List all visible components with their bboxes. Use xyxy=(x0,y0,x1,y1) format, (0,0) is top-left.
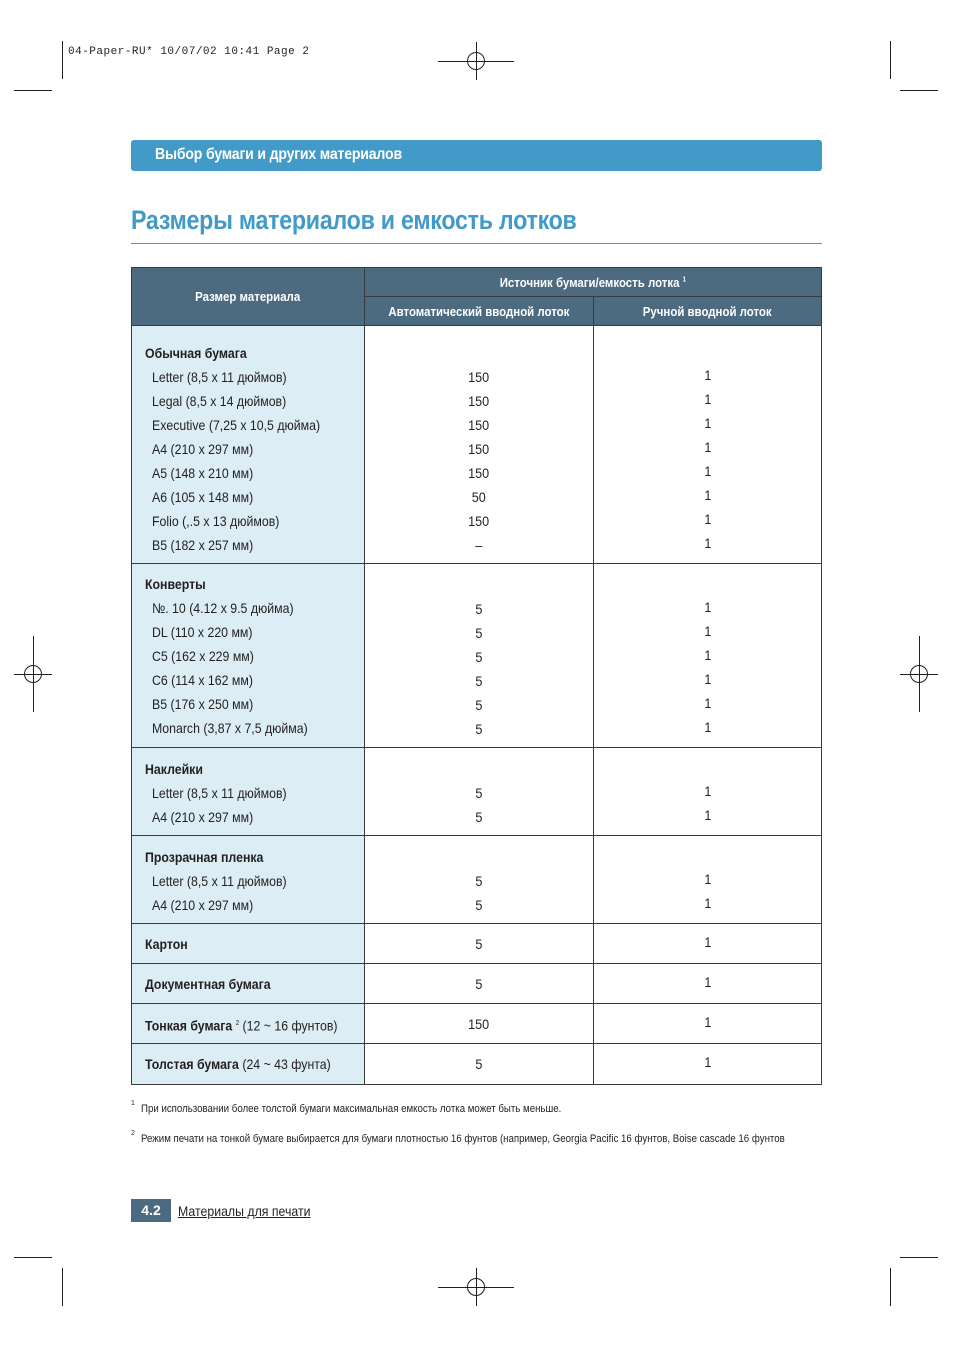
table-row xyxy=(132,564,822,748)
size-label: DL (110 x 220 мм) xyxy=(152,624,253,640)
size-label: A4 (210 x 297 мм) xyxy=(152,897,254,913)
auto-capacity: 5 xyxy=(475,649,483,665)
size-label: C6 (114 x 162 мм) xyxy=(152,672,253,688)
table-row xyxy=(132,924,822,964)
manual-capacity: 1 xyxy=(704,1054,712,1070)
manual-capacity: 1 xyxy=(704,934,712,950)
manual-capacity: 1 xyxy=(704,599,712,615)
group-title: Картон xyxy=(145,936,188,952)
auto-capacity: 5 xyxy=(475,809,483,825)
manual-capacity: 1 xyxy=(704,535,712,551)
manual-capacity: 1 xyxy=(704,367,712,383)
size-label: Letter (8,5 x 11 дюймов) xyxy=(152,873,287,889)
auto-capacity: 5 xyxy=(475,897,483,913)
table-row xyxy=(132,326,822,564)
auto-capacity: 5 xyxy=(475,673,483,689)
auto-capacity: 5 xyxy=(475,936,483,952)
manual-capacity: 1 xyxy=(704,439,712,455)
header-auto-tray: Автоматический вводной лоток xyxy=(364,297,594,326)
auto-capacity: 5 xyxy=(475,785,483,801)
auto-capacity: 5 xyxy=(475,1056,483,1072)
crop-mark xyxy=(900,1257,938,1258)
auto-capacity: 150 xyxy=(468,513,490,529)
table-row xyxy=(132,964,822,1004)
manual-capacity: 1 xyxy=(704,871,712,887)
header-manual-tray: Ручной вводной лоток xyxy=(594,297,822,326)
auto-capacity: 150 xyxy=(468,441,490,457)
size-label: A4 (210 x 297 мм) xyxy=(152,441,254,457)
size-label: C5 (162 x 229 мм) xyxy=(152,648,254,664)
section-header-text: Выбор бумаги и других материалов xyxy=(155,146,402,163)
manual-capacity: 1 xyxy=(704,647,712,663)
auto-capacity: – xyxy=(475,537,483,553)
header-paper-source: Источник бумаги/емкость лотка $^1$ xyxy=(364,268,821,297)
footer-section-name: Материалы для печати xyxy=(178,1203,311,1219)
header-material-size: Размер материала xyxy=(132,268,365,326)
manual-capacity: 1 xyxy=(704,391,712,407)
size-label: B5 (176 x 250 мм) xyxy=(152,696,254,712)
auto-capacity: 150 xyxy=(468,369,490,385)
size-label: Folio (,.5 x 13 дюймов) xyxy=(152,513,280,529)
auto-capacity: 50 xyxy=(472,489,487,505)
auto-capacity: 150 xyxy=(468,465,490,481)
manual-capacity: 1 xyxy=(704,415,712,431)
table-row xyxy=(132,1044,822,1085)
table-row xyxy=(132,1004,822,1044)
group-title: Тонкая бумага $^2$ (12 ~ 16 фунтов) xyxy=(145,1017,338,1034)
size-label: A5 (148 x 210 мм) xyxy=(152,465,254,481)
size-label: Letter (8,5 x 11 дюймов) xyxy=(152,785,287,801)
size-label: Legal (8,5 x 14 дюймов) xyxy=(152,393,287,409)
auto-capacity: 5 xyxy=(475,976,483,992)
group-title: Документная бумага xyxy=(145,976,271,992)
manual-capacity: 1 xyxy=(704,974,712,990)
auto-capacity: 5 xyxy=(475,697,483,713)
group-title: Толстая бумага (24 ~ 43 фунта) xyxy=(145,1056,331,1072)
group-title: Обычная бумага xyxy=(145,345,247,361)
manual-capacity: 1 xyxy=(704,895,712,911)
crop-mark xyxy=(62,1268,63,1306)
size-label: A6 (105 x 148 мм) xyxy=(152,489,254,505)
crop-mark xyxy=(62,41,63,79)
table-row xyxy=(132,748,822,836)
auto-capacity: 5 xyxy=(475,721,483,737)
manual-capacity: 1 xyxy=(704,719,712,735)
paper-sizes-table xyxy=(131,267,822,1085)
crop-mark xyxy=(890,41,891,79)
size-label: Letter (8,5 x 11 дюймов) xyxy=(152,369,287,385)
manual-capacity: 1 xyxy=(704,623,712,639)
size-label: A4 (210 x 297 мм) xyxy=(152,809,254,825)
page-title: Размеры материалов и емкость лотков xyxy=(131,205,577,235)
manual-capacity: 1 xyxy=(704,511,712,527)
auto-capacity: 150 xyxy=(468,1016,490,1032)
auto-capacity: 5 xyxy=(475,873,483,889)
manual-capacity: 1 xyxy=(704,695,712,711)
page-number-badge: 4.2 xyxy=(131,1199,171,1222)
section-header-bar xyxy=(131,140,822,171)
manual-capacity: 1 xyxy=(704,463,712,479)
print-slug: 04-Paper-RU* 10/07/02 10:41 Page 2 xyxy=(68,46,310,58)
manual-capacity: 1 xyxy=(704,783,712,799)
crop-mark xyxy=(14,90,52,91)
size-label: B5 (182 x 257 мм) xyxy=(152,537,254,553)
group-title: Конверты xyxy=(145,576,206,592)
manual-capacity: 1 xyxy=(704,671,712,687)
manual-capacity: 1 xyxy=(704,487,712,503)
auto-capacity: 5 xyxy=(475,601,483,617)
auto-capacity: 150 xyxy=(468,393,490,409)
crop-mark xyxy=(900,90,938,91)
size-label: Monarch (3,87 x 7,5 дюйма) xyxy=(152,720,308,736)
group-title: Наклейки xyxy=(145,761,203,777)
manual-capacity: 1 xyxy=(704,1014,712,1030)
size-label: №. 10 (4.12 x 9.5 дюйма) xyxy=(152,600,294,616)
group-title: Прозрачная пленка xyxy=(145,849,264,865)
size-label: Executive (7,25 x 10,5 дюйма) xyxy=(152,417,321,433)
crop-mark xyxy=(14,1257,52,1258)
auto-capacity: 150 xyxy=(468,417,490,433)
crop-mark xyxy=(890,1268,891,1306)
title-rule xyxy=(131,243,822,244)
auto-capacity: 5 xyxy=(475,625,483,641)
manual-capacity: 1 xyxy=(704,807,712,823)
table-row xyxy=(132,836,822,924)
